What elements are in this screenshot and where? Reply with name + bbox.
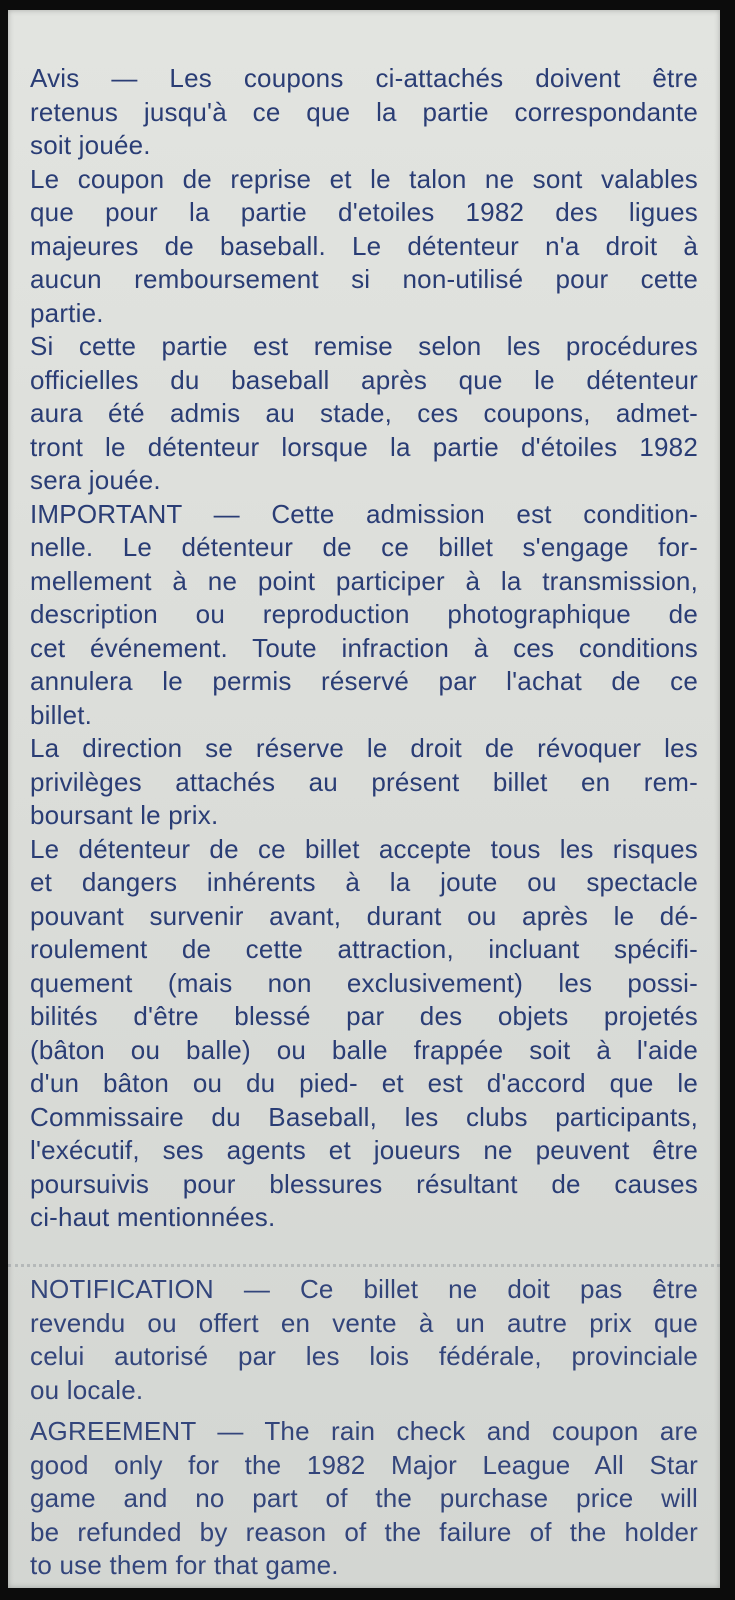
text-line: Commissaire du Baseball, les clubs participants, (30, 1101, 698, 1132)
text-line: soit jouée. (30, 130, 151, 160)
text-line: (bâton ou balle) ou balle frappée soit à l'aide (30, 1034, 698, 1065)
text-line: quement (mais non exclusivement) les possi- (30, 967, 698, 998)
text-line: pouvant survenir avant, durant ou après le dé- (30, 900, 698, 931)
text-line: NOTIFICATION — Ce billet ne doit pas être (30, 1274, 698, 1304)
text-line: retenus jusqu'à ce que la partie correspondante (30, 96, 698, 127)
text-line: sera jouée. (30, 465, 161, 495)
text-line: ou locale. (30, 1374, 144, 1405)
text-line: Le détenteur de ce billet accepte tous les risques (30, 833, 698, 864)
ticket-back (8, 10, 720, 1588)
text-line: be refunded by reason of the failure of the holder (30, 1516, 698, 1547)
text-line: l'exécutif, ses agents et joueurs ne peuvent être (30, 1135, 698, 1165)
text-line: AGREEMENT — The rain check and coupon are (30, 1416, 698, 1446)
text-line: tront le détenteur lorsque la partie d'étoiles 1982 (30, 431, 698, 462)
text-line: good only for the 1982 Major League All Star (30, 1449, 698, 1480)
text-line: et dangers inhérents à la joute ou spectacle (30, 867, 698, 897)
text-line: Avis — Les coupons ci-attachés doivent être (30, 63, 698, 93)
text-line: La direction se réserve le droit de révoquer les (30, 733, 698, 763)
text-line: annulera le permis réservé par l'achat de ce (30, 666, 698, 696)
stub-terms-block (30, 1273, 698, 1583)
text-line: nelle. Le détenteur de ce billet s'engage for- (30, 532, 698, 562)
text-line: to use them for that game. (30, 1550, 339, 1580)
text-line: bilités d'être blessé par des objets projetés (30, 1001, 698, 1031)
text-line: que pour la partie d'etoiles 1982 des ligues (30, 197, 698, 227)
text-line: privilèges attachés au présent billet en rem- (30, 766, 698, 797)
text-line: partie. (30, 297, 104, 328)
text-line: aucun remboursement si non-utilisé pour cette (30, 264, 698, 294)
text-line: Le coupon de reprise et le talon ne sont valables (30, 163, 698, 194)
text-line: revendu ou offert en vente à un autre prix que (30, 1307, 698, 1338)
text-line: game and no part of the purchase price will (30, 1483, 698, 1513)
text-line: officielles du baseball après que le détenteur (30, 364, 698, 395)
text-line: poursuivis pour blessures résultant de causes (30, 1168, 698, 1199)
text-line: majeures de baseball. Le détenteur n'a droit à (30, 230, 698, 261)
perforation-line (8, 1264, 720, 1267)
text-line: Si cette partie est remise selon les procédures (30, 331, 698, 361)
text-line: cet événement. Toute infraction à ces conditions (30, 632, 698, 663)
terms-french-block (30, 62, 698, 1235)
text-line: d'un bâton ou du pied- et est d'accord que le (30, 1068, 698, 1098)
text-line: boursant le prix. (30, 800, 219, 830)
text-line: celui autorisé par les lois fédérale, provinciale (30, 1341, 698, 1371)
text-line: billet. (30, 699, 93, 730)
text-line: IMPORTANT — Cette admission est condition- (30, 498, 698, 529)
text-line: aura été admis au stade, ces coupons, admet- (30, 398, 698, 428)
text-line: roulement de cette attraction, incluant spécifi- (30, 934, 698, 964)
text-line: mellement à ne point participer à la transmission, (30, 565, 698, 596)
text-line: ci-haut mentionnées. (30, 1202, 276, 1232)
text-line: description ou reproduction photographique de (30, 599, 698, 629)
